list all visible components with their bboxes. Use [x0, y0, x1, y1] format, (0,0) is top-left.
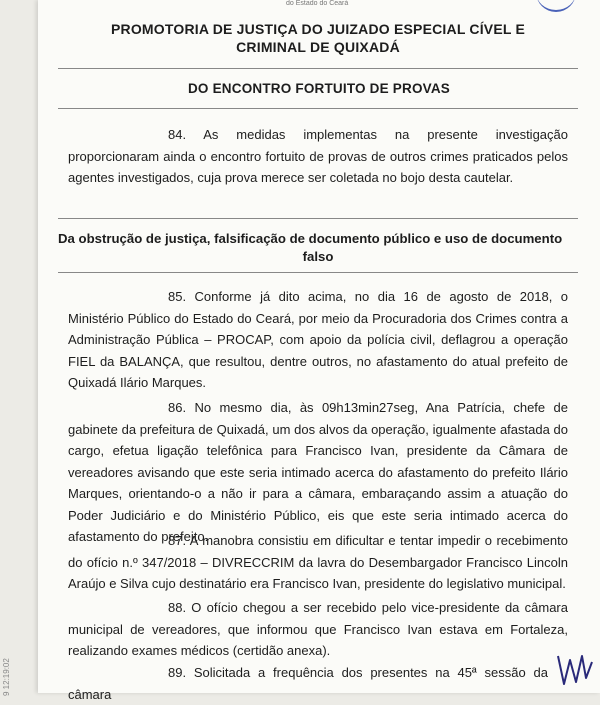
paragraph-84 — [68, 124, 568, 189]
paragraph-85-text: 85. Conforme já dito acima, no dia 16 de agosto de 2018, o Ministério Público do Estado do Ceará, por meio da Procuradoria dos Crimes contra a Administração Pública – PROCAP, com apoio da polícia civil, deflagrou a operação FIEL da BALANÇA, que resultou, dentre outros, no afastamento do atual prefeito de Quixadá Ilário Marques. — [68, 289, 568, 390]
paragraph-86 — [68, 397, 568, 548]
document-page — [38, 0, 600, 702]
paragraph-88-text: 88. O ofício chegou a ser recebido pelo vice-presidente da câmara municipal de vereadores, que informou que Francisco Ivan estava em Fortaleza, realizando exames médicos (certidão anexa). — [68, 600, 568, 658]
subsection-heading-line1: Da obstrução de justiça, falsificação de documento público e uso de documento — [58, 231, 563, 246]
office-title: PROMOTORIA DE JUSTIÇA DO JUIZADO ESPECIAL CÍVEL E CRIMINAL DE QUIXADÁ — [110, 21, 526, 55]
subsection-heading-line2: falso — [302, 249, 334, 264]
paragraph-84-text: 84. As medidas implementas na presente investigação proporcionaram ainda o encontro fortuito de provas de outros crimes praticados pelos agentes investigados, cuja prova merece ser coletada no bojo desta cautelar. — [68, 127, 568, 185]
divider — [58, 68, 578, 69]
paragraph-89-text: 89. Solicitada a frequência dos presentes na 45ª sessão da câmara — [68, 665, 548, 702]
ink-mark — [536, 0, 576, 12]
paragraph-86-text: 86. No mesmo dia, às 09h13min27seg, Ana Patrícia, chefe de gabinete da prefeitura de Quixadá, um dos alvos da operação, igualmente afastada do cargo, efetua ligação telefônica para Francisco Ivan, presidente da Câmara de vereadores avisando que este seria intimado acerca do afastamento do prefeito Ilário Marques, orientando-o a não ir para a câmara, embaraçando assim a atuação do Poder Judiciário e do Ministério Público, eis que este seria intimado acerca do afastamento do prefeito. — [68, 400, 568, 544]
side-stamp: 9 12:19:02 — [2, 658, 11, 696]
paragraph-87 — [68, 530, 568, 595]
paragraph-88 — [68, 597, 568, 662]
section-heading: DO ENCONTRO FORTUITO DE PROVAS — [187, 81, 450, 96]
subsection-heading — [58, 230, 578, 266]
divider — [58, 218, 578, 219]
divider — [58, 272, 578, 273]
header-tag: do Estado do Ceará — [286, 0, 349, 7]
paragraph-89 — [68, 662, 548, 705]
paragraph-85 — [68, 286, 568, 394]
signature-icon — [556, 650, 596, 690]
divider — [58, 108, 578, 109]
paragraph-87-text: 87. A manobra consistiu em dificultar e tentar impedir o recebimento do ofício n.º 347/2018 – DIVRECCRIM da lavra do Desembargador Francisco Lincoln Araújo e Silva cujo destinatário era Francisco Ivan, presidente do legislativo municipal. — [68, 533, 568, 591]
